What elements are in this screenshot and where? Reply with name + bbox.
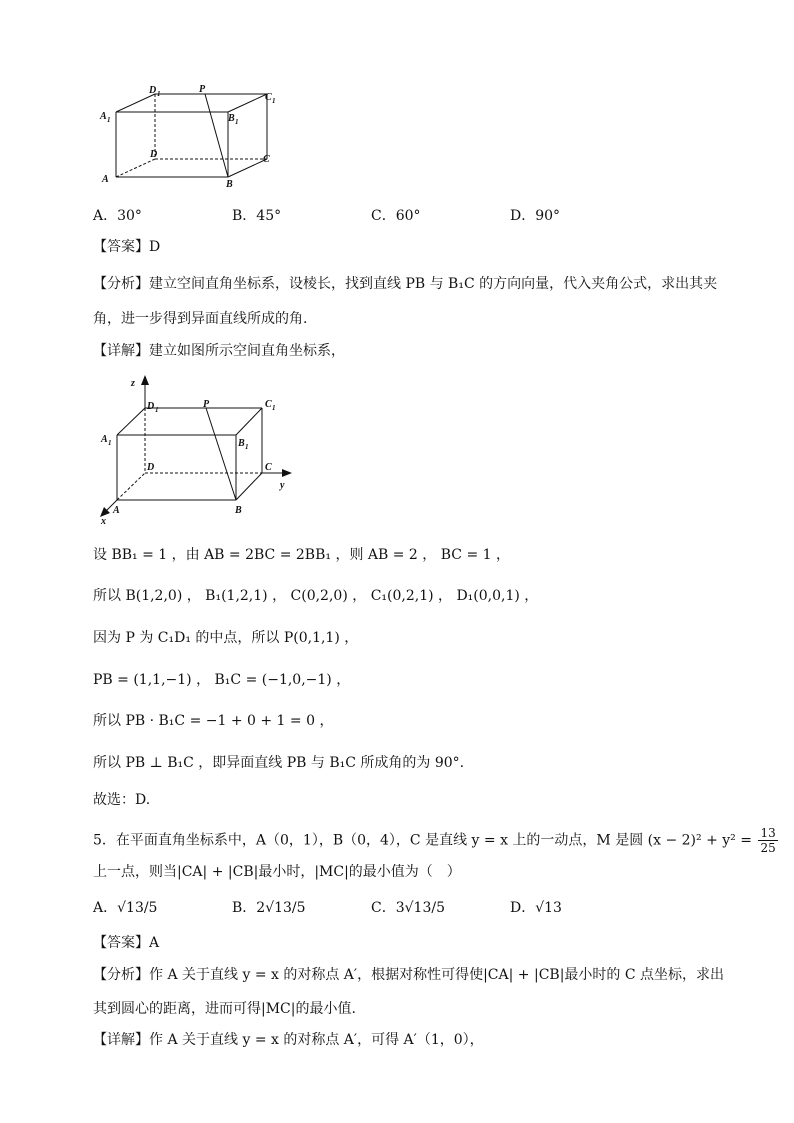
svg-text:D: D: [147, 401, 155, 412]
label-D1: D: [149, 85, 157, 96]
svg-text:1: 1: [245, 443, 249, 451]
svg-text:1: 1: [108, 439, 112, 447]
svg-text:D: D: [147, 462, 155, 473]
q5-analysis-line-1: 【分析】作 A 关于直线 y = x 的对称点 A′，根据对称性可得使|CA| + |CB|最小时的 C 点坐标，求出: [93, 967, 725, 983]
svg-text:A: A: [113, 505, 120, 516]
answer-line: [93, 237, 160, 257]
svg-text:1: 1: [107, 116, 111, 124]
axis-x-label: x: [101, 516, 106, 527]
label-C: C: [263, 154, 270, 165]
q5-answer-line: [93, 933, 159, 953]
label-A: A: [102, 174, 109, 185]
detail-conclusion: 故选：D.: [93, 792, 151, 808]
detail-coordinates: 所以 B(1,2,0) ， B₁(1,2,1) ， C(0,2,0) ， C₁(0,2,1) ， D₁(0,0,1) ，: [93, 588, 539, 604]
option-B: B．45°: [232, 208, 282, 224]
q5-answer-tag: 【答案】: [93, 935, 149, 951]
label-B: B: [226, 179, 233, 190]
q5-option-A: A．√13/5: [93, 900, 158, 916]
label-B1: B: [228, 113, 235, 124]
label-C1: C: [265, 92, 272, 103]
detail-tag: 【详解】: [93, 343, 149, 359]
svg-text:C: C: [265, 399, 272, 410]
detail-set-values: 设 BB₁ = 1 ，由 AB = 2BC = 2BB₁ ，则 AB = 2 ， BC = 1 ，: [93, 547, 510, 563]
q5-stem-line-1: 5．在平面直角坐标系中，A（0，1），B（0，4），C 是直线 y = x 上的一动点，M 是圆 (x − 2)² + y² = $\frac{13}{25}$: [93, 826, 776, 855]
q5-option-C: C．3√13/5: [371, 900, 445, 916]
svg-text:1: 1: [235, 118, 239, 126]
q5-stem-line-2: 上一点，则当|CA| + |CB|最小时，|MC|的最小值为（ ）: [93, 864, 461, 880]
svg-text:C: C: [265, 462, 272, 473]
answer-tag: 【答案】: [93, 239, 149, 255]
axis-z-label: z: [131, 378, 135, 389]
detail-vectors: PB = (1,1,−1) ， B₁C = (−1,0,−1) ，: [93, 672, 351, 688]
detail-midpoint: 因为 P 为 C₁D₁ 的中点，所以 P(0,1,1) ，: [93, 630, 359, 646]
label-D: D: [150, 149, 158, 160]
q5-answer-value: A: [149, 935, 160, 951]
analysis-line-1: 【分析】建立空间直角坐标系，设棱长，找到直线 PB 与 B₁C 的方向向量，代入夹角公式，求出其夹: [93, 276, 718, 292]
q5-fraction: $\frac{13}{25}$: [760, 826, 776, 855]
q5-analysis-tag: 【分析】: [93, 967, 149, 983]
analysis-line-2: 角，进一步得到异面直线所成的角.: [93, 311, 308, 327]
q5-analysis-line-2: 其到圆心的距离，进而可得|MC|的最小值.: [93, 1001, 356, 1017]
label-A1: A: [100, 111, 107, 122]
svg-text:1: 1: [155, 406, 159, 414]
axis-y-label: y: [280, 480, 285, 491]
svg-text:1: 1: [272, 404, 276, 412]
svg-text:A: A: [101, 434, 108, 445]
detail-perpendicular: 所以 PB ⊥ B₁C ，即异面直线 PB 与 B₁C 所成角的为 90°.: [93, 755, 465, 771]
box-figure-1: [90, 82, 290, 192]
detail-dot-product: 所以 PB · B₁C = −1 + 0 + 1 = 0 ，: [93, 713, 334, 729]
svg-text:P: P: [203, 399, 210, 410]
option-D: D．90°: [510, 208, 561, 224]
q5-option-B: B．2√13/5: [232, 900, 306, 916]
answer-value: D: [149, 239, 161, 255]
detail-line: 【详解】建立如图所示空间直角坐标系，: [93, 343, 345, 359]
label-P: P: [199, 84, 206, 95]
box-figure-2: [95, 372, 305, 527]
svg-text:B: B: [238, 438, 245, 449]
svg-text:B: B: [235, 505, 242, 516]
option-C: C．60°: [371, 208, 421, 224]
svg-text:1: 1: [272, 97, 276, 105]
q5-option-D: D．√13: [510, 900, 562, 916]
option-A: A．30°: [93, 208, 142, 224]
q5-detail-line: 【详解】作 A 关于直线 y = x 的对称点 A′，可得 A′（1，0），: [93, 1032, 484, 1048]
q5-detail-tag: 【详解】: [93, 1032, 149, 1048]
analysis-tag: 【分析】: [93, 276, 149, 292]
svg-text:1: 1: [157, 90, 161, 98]
